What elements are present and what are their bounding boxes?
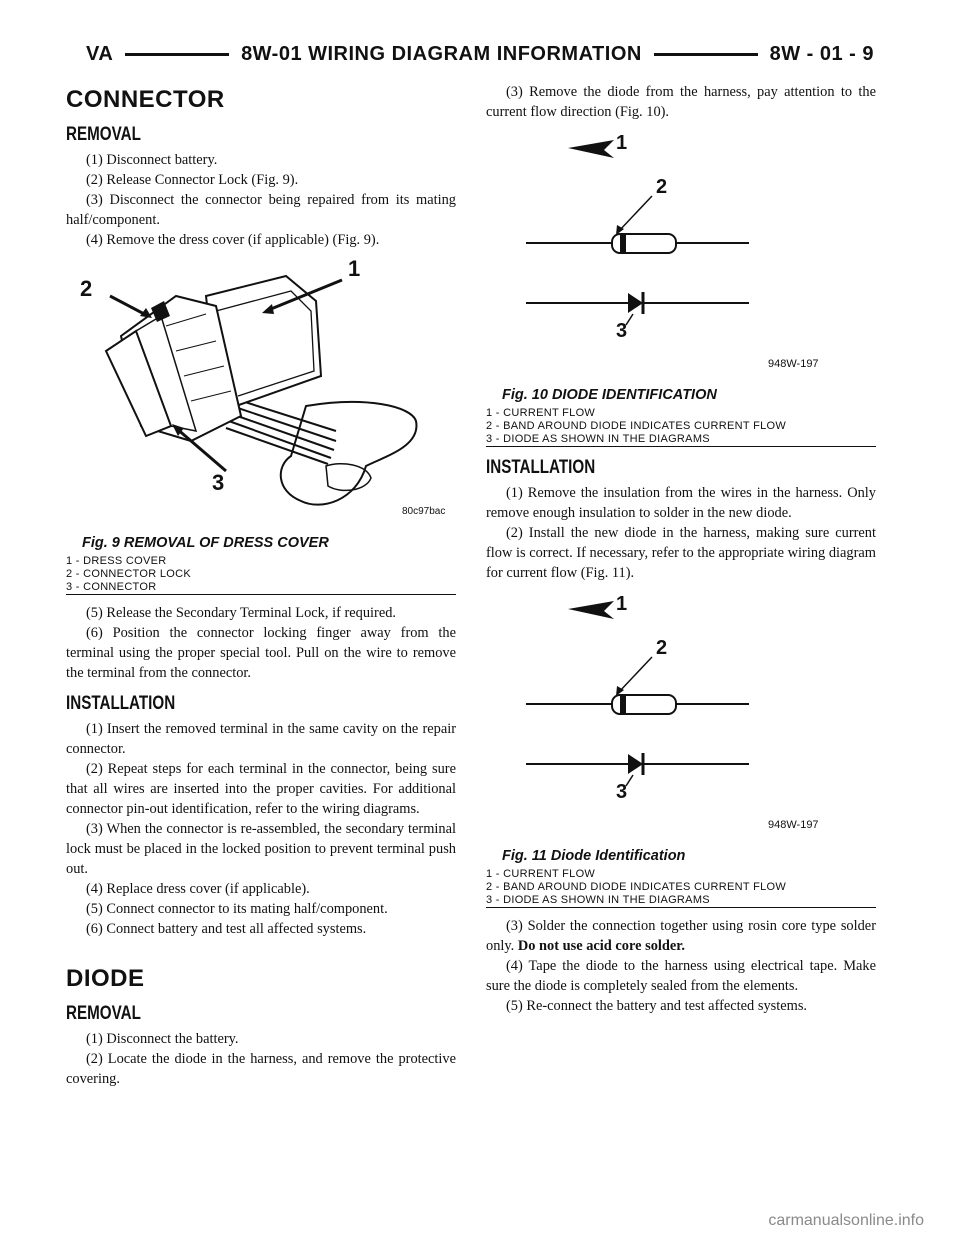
header-left: VA bbox=[86, 42, 114, 65]
step: (3) Disconnect the connector being repaired from its mating half/component. bbox=[66, 192, 456, 228]
step: (4) Tape the diode to the harness using electrical tape. Make sure the diode is completely sealed from the elements. bbox=[486, 958, 876, 994]
legend-item: 2 - BAND AROUND DIODE INDICATES CURRENT FLOW bbox=[486, 881, 787, 893]
connector-illustration bbox=[66, 256, 456, 526]
header-right: 8W - 01 - 9 bbox=[769, 42, 874, 65]
callout-3: 3 bbox=[616, 320, 628, 342]
diode-removal-heading: REMOVAL bbox=[66, 1003, 141, 1024]
header-rule-left bbox=[125, 53, 229, 56]
legend-item: 3 - CONNECTOR bbox=[66, 581, 157, 593]
legend-item: 2 - BAND AROUND DIODE INDICATES CURRENT FLOW bbox=[486, 420, 787, 432]
page-header bbox=[0, 34, 960, 74]
right-column bbox=[486, 82, 876, 1016]
callout-3: 3 bbox=[212, 470, 225, 495]
step: (2) Repeat steps for each terminal in the connector, being sure that all wires are inserted into the proper cavities. For additional connector pin-out identification, refer to the wiring diagrams. bbox=[66, 761, 456, 817]
diode-illustration bbox=[486, 128, 876, 378]
diode-illustration bbox=[486, 589, 876, 839]
step-text: (3) Solder the connection together using rosin core type solder only. bbox=[486, 918, 876, 954]
step: (2) Release Connector Lock (Fig. 9). bbox=[86, 172, 299, 188]
step: (1) Insert the removed terminal in the same cavity on the repair connector. bbox=[66, 721, 456, 757]
callout-1: 1 bbox=[616, 132, 628, 154]
callout-3: 3 bbox=[616, 781, 628, 803]
connector-title: CONNECTOR bbox=[66, 86, 225, 113]
legend-item: 2 - CONNECTOR LOCK bbox=[66, 568, 191, 580]
figure-title: Fig. 11 Diode Identification bbox=[502, 848, 686, 864]
step: (1) Disconnect battery. bbox=[86, 152, 218, 168]
figure-code: 948W-197 bbox=[768, 358, 819, 370]
watermark: carmanualsonline.info bbox=[768, 1212, 924, 1229]
current-flow-arrow-icon bbox=[568, 601, 614, 619]
figure-title: Fig. 9 REMOVAL OF DRESS COVER bbox=[82, 535, 329, 551]
callout-2: 2 bbox=[656, 637, 668, 659]
step: (1) Remove the insulation from the wires in the harness. Only remove enough insulation to solder in the new diode. bbox=[486, 485, 876, 521]
step: (1) Disconnect the battery. bbox=[86, 1031, 239, 1047]
step: (2) Install the new diode in the harness, making sure current flow is correct. If necessary, refer to the appropriate wiring diagram for current flow (Fig. 11). bbox=[486, 525, 876, 581]
step: (4) Replace dress cover (if applicable). bbox=[86, 881, 310, 897]
step: (4) Remove the dress cover (if applicable) (Fig. 9). bbox=[86, 232, 380, 248]
step-warning: Do not use acid core solder. bbox=[517, 938, 685, 954]
figure-9 bbox=[66, 256, 456, 595]
step: (3) Remove the diode from the harness, pay attention to the current flow direction (Fig. 10). bbox=[486, 84, 876, 120]
legend-item: 1 - DRESS COVER bbox=[66, 555, 167, 567]
step: (3) When the connector is re-assembled, the secondary terminal lock must be placed in the locked position to prevent terminal push out. bbox=[66, 821, 456, 877]
step: (5) Re-connect the battery and test affected systems. bbox=[506, 998, 808, 1014]
figure-code: 80c97bac bbox=[402, 506, 446, 517]
callout-2: 2 bbox=[656, 176, 668, 198]
callout-1: 1 bbox=[616, 593, 628, 615]
legend-item: 3 - DIODE AS SHOWN IN THE DIAGRAMS bbox=[486, 433, 710, 445]
legend-item: 1 - CURRENT FLOW bbox=[486, 868, 596, 880]
figure-10 bbox=[486, 128, 876, 447]
step: (6) Position the connector locking finger away from the terminal using the proper special tool. Pull on the wire to remove the terminal from the connector. bbox=[66, 625, 456, 681]
diode-installation-heading: INSTALLATION bbox=[486, 457, 596, 478]
diode-title: DIODE bbox=[66, 965, 145, 992]
figure-code: 948W-197 bbox=[768, 819, 819, 831]
callout-1: 1 bbox=[348, 256, 361, 281]
step: (5) Release the Secondary Terminal Lock, if required. bbox=[86, 605, 397, 621]
header-center: 8W-01 WIRING DIAGRAM INFORMATION bbox=[241, 42, 642, 65]
step bbox=[486, 916, 876, 956]
figure-11 bbox=[486, 589, 876, 908]
step: (2) Locate the diode in the harness, and remove the protective covering. bbox=[66, 1051, 456, 1087]
left-column bbox=[66, 82, 456, 1089]
legend-item: 3 - DIODE AS SHOWN IN THE DIAGRAMS bbox=[486, 894, 710, 906]
step: (5) Connect connector to its mating half/component. bbox=[86, 901, 388, 917]
header-rule-right bbox=[654, 53, 758, 56]
legend-item: 1 - CURRENT FLOW bbox=[486, 407, 596, 419]
connector-installation-heading: INSTALLATION bbox=[66, 693, 176, 714]
step: (6) Connect battery and test all affected systems. bbox=[86, 921, 367, 937]
current-flow-arrow-icon bbox=[568, 140, 614, 158]
connector-removal-heading: REMOVAL bbox=[66, 124, 141, 145]
callout-2: 2 bbox=[80, 276, 93, 301]
figure-title: Fig. 10 DIODE IDENTIFICATION bbox=[502, 387, 717, 403]
